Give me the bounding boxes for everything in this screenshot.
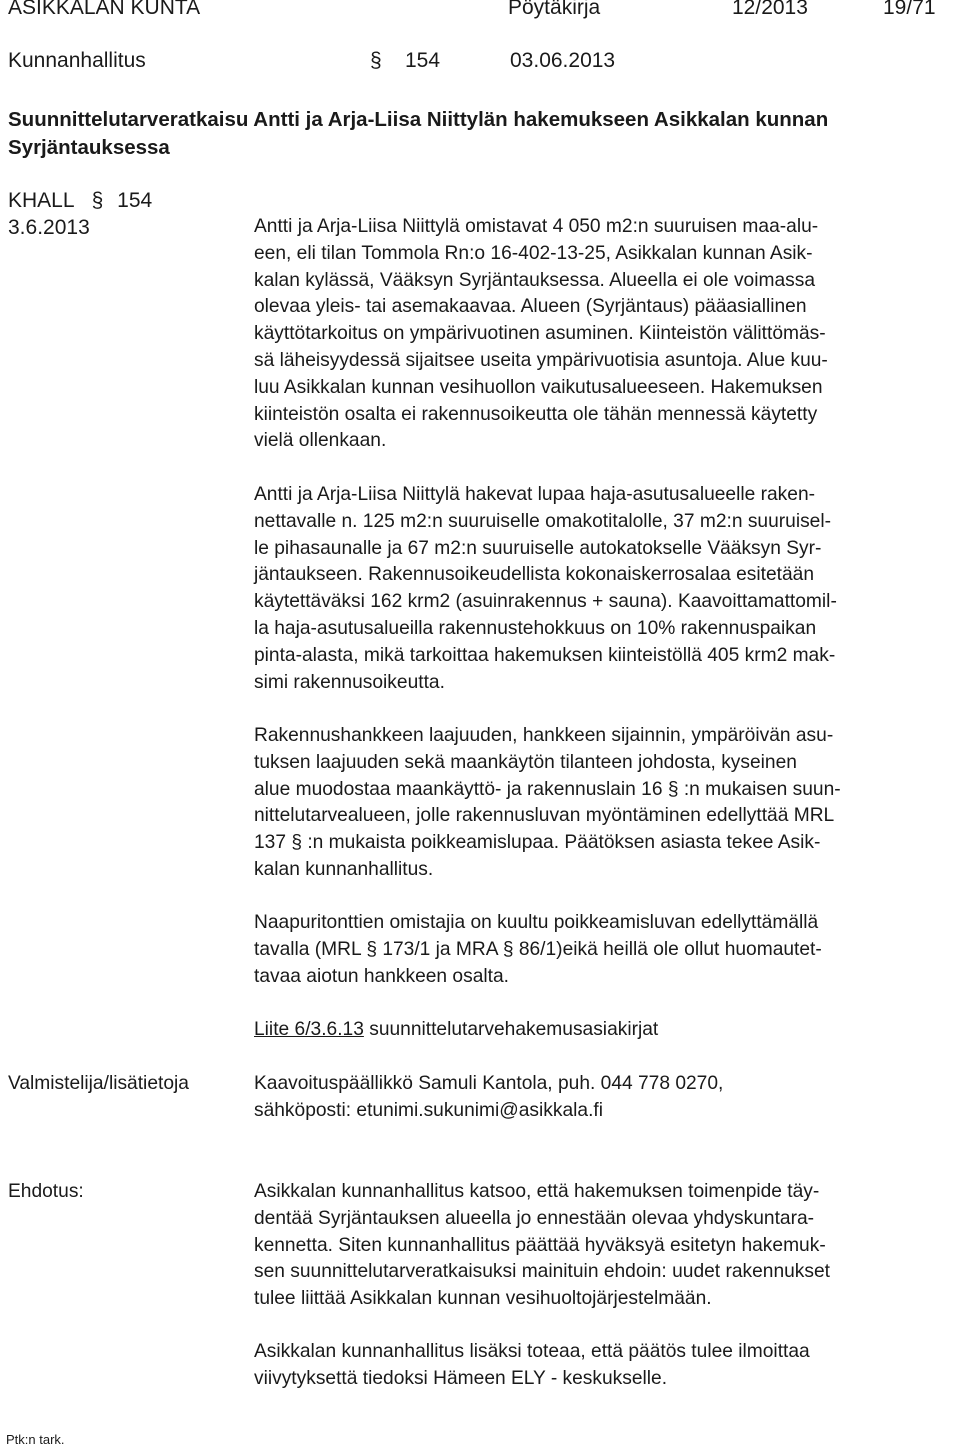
text-line: viivytyksettä tiedoksi Hämeen ELY - keskukselle. bbox=[254, 1367, 668, 1389]
proposal-label: Ehdotus: bbox=[8, 1181, 84, 1202]
text-line: le pihasaunalle ja 67 m2:n suuruiselle autokatokselle Vääksyn Syr- bbox=[254, 537, 822, 559]
text-line: jäntaukseen. Rakennusoikeudellista kokonaiskerrosalaa esitetään bbox=[254, 564, 814, 586]
text-line: Antti ja Arja-Liisa Niittylä hakevat lupaa haja-asutusalueelle raken- bbox=[254, 484, 816, 505]
text-line: pinta-alasta, mikä tarkoittaa hakemuksen kiinteistöllä 405 krm2 mak- bbox=[254, 644, 836, 666]
text-line: tulee liittää Asikkalan kunnan vesihuoltojärjestelmään. bbox=[254, 1288, 712, 1310]
text-line: 137 § :n mukaista poikkeamislupaa. Päätöksen asiasta tekee Asik- bbox=[254, 832, 821, 854]
document-number: 12/2013 bbox=[732, 0, 808, 19]
ref-section-sign: § bbox=[91, 189, 104, 212]
section-sign: § bbox=[370, 49, 382, 72]
attachment-line bbox=[254, 1017, 954, 1044]
reference-body bbox=[8, 189, 152, 213]
text-line: een, eli tilan Tommola Rn:o 16-402-13-25, Asikkalan kunnan Asik- bbox=[254, 242, 813, 264]
text-line: kennetta. Siten kunnanhallitus päättää hyväksyä esitetyn hakemuk- bbox=[254, 1234, 826, 1256]
text-line: alue muodostaa maankäyttö- ja rakennuslain 16 § :n mukaisen suun- bbox=[254, 778, 841, 800]
page-title-line-2: Syrjäntauksessa bbox=[8, 136, 170, 159]
paragraph-1 bbox=[254, 214, 954, 455]
paragraph-3 bbox=[254, 723, 954, 884]
text-line: luu Asikkalan kunnan vesihuollon vaikutusalueeseen. Hakemuksen bbox=[254, 376, 823, 398]
text-line: tavalla (MRL § 173/1 ja MRA § 86/1)eikä heillä ole ollut huomautet- bbox=[254, 938, 822, 960]
text-line: sä läheisyydessä sijaitsee useita ympärivuotisia asuntoja. Alue kuu- bbox=[254, 349, 828, 371]
reference-date: 3.6.2013 bbox=[8, 216, 90, 239]
preparer-info bbox=[254, 1071, 954, 1125]
text-line: vielä ollenkaan. bbox=[254, 430, 387, 452]
paragraph-4 bbox=[254, 910, 954, 990]
text-line: nettavalle n. 125 m2:n suuruiselle omakotitalolle, 37 m2:n suuruisel- bbox=[254, 510, 832, 532]
preparer-label: Valmistelija/lisätietoja bbox=[8, 1073, 189, 1094]
text-line: Antti ja Arja-Liisa Niittylä omistavat 4 050 m2:n suuruisen maa-alu- bbox=[254, 216, 819, 237]
text-line: kiinteistön osalta ei rakennusoikeutta ole tähän mennessä käytetty bbox=[254, 403, 818, 425]
proposal-paragraph-1 bbox=[254, 1179, 954, 1313]
text-line: nittelutarvealueen, jolle rakennusluvan myöntäminen edellyttää MRL bbox=[254, 805, 835, 827]
text-line: olevaa yleis- tai asemakaavaa. Alueen (Syrjäntaus) pääasiallinen bbox=[254, 296, 807, 318]
ref-body-label: KHALL bbox=[8, 189, 74, 212]
attachment-text: suunnittelutarvehakemusasiakirjat bbox=[363, 1019, 659, 1040]
text-line: tuksen laajuuden sekä maankäytön tilanteen johdosta, kyseinen bbox=[254, 751, 797, 773]
ref-section-number: 154 bbox=[117, 189, 153, 212]
preparer-name-line: Kaavoituspäällikkö Samuli Kantola, puh. 044 778 0270, bbox=[254, 1073, 724, 1094]
text-line: sen suunnittelutarveratkaisuksi mainituin ehdoin: uudet rakennukset bbox=[254, 1261, 830, 1283]
proposal-paragraph-2 bbox=[254, 1339, 954, 1393]
page-number: 19/71 bbox=[883, 0, 936, 19]
meeting-body: Kunnanhallitus bbox=[8, 49, 146, 72]
page-title-line-1: Suunnittelutarveratkaisu Antti ja Arja-Liisa Niittylän hakemukseen Asikkalan kunnan bbox=[8, 108, 829, 131]
text-line: Asikkalan kunnanhallitus lisäksi toteaa, että päätös tulee ilmoittaa bbox=[254, 1341, 810, 1362]
text-line: la haja-asutusalueilla rakennustehokkuus on 10% rakennuspaikan bbox=[254, 617, 817, 639]
municipality-name: ASIKKALAN KUNTA bbox=[8, 0, 201, 19]
text-line: simi rakennusoikeutta. bbox=[254, 671, 445, 693]
text-line: kalan kylässä, Vääksyn Syrjäntauksessa. Alueella ei ole voimassa bbox=[254, 269, 815, 291]
text-line: Naapuritonttien omistajia on kuultu poikkeamisluvan edellyttämällä bbox=[254, 912, 819, 933]
document-type: Pöytäkirja bbox=[508, 0, 601, 19]
text-line: Asikkalan kunnanhallitus katsoo, että hakemuksen toimenpide täy- bbox=[254, 1181, 820, 1202]
text-line: käyttötarkoitus on ympärivuotinen asuminen. Kiinteistön välittömäs- bbox=[254, 323, 826, 345]
text-line: tavaa aiotun hankkeen osalta. bbox=[254, 965, 509, 987]
text-line: kalan kunnanhallitus. bbox=[254, 858, 434, 880]
preparer-email-line: sähköposti: etunimi.sukunimi@asikkala.fi bbox=[254, 1099, 604, 1121]
text-line: käytettäväksi 162 krm2 (asuinrakennus + sauna). Kaavoittamattomil- bbox=[254, 591, 837, 613]
section-number: 154 bbox=[405, 49, 441, 72]
paragraph-2 bbox=[254, 482, 954, 696]
meeting-date: 03.06.2013 bbox=[510, 49, 616, 72]
text-line: dentää Syrjäntauksen alueella jo ennestään olevaa yhdyskuntara- bbox=[254, 1207, 815, 1229]
text-line: Rakennushankkeen laajuuden, hankkeen sijainnin, ympäröivän asu- bbox=[254, 725, 834, 746]
footer-review-label: Ptk:n tark. bbox=[6, 1432, 65, 1447]
attachment-link[interactable]: Liite 6/3.6.13 bbox=[254, 1019, 364, 1040]
